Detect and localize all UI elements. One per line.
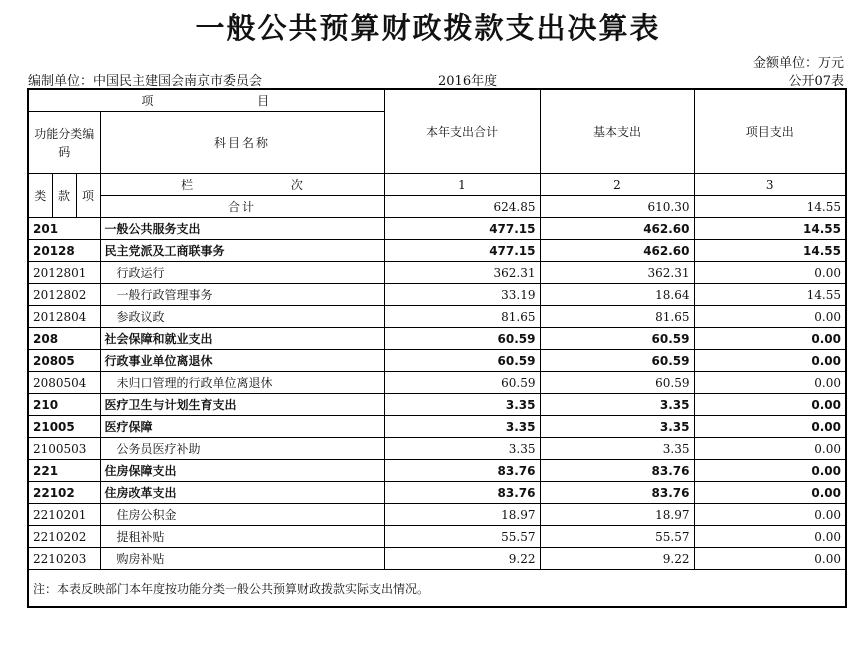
row-total: 83.76 — [384, 460, 540, 482]
row-code: 208 — [28, 328, 100, 350]
row-project: 0.00 — [694, 350, 846, 372]
row-project: 0.00 — [694, 526, 846, 548]
row-code: 201 — [28, 218, 100, 240]
row-name: 行政运行 — [100, 262, 384, 284]
row-basic: 18.64 — [540, 284, 694, 306]
row-total: 83.76 — [384, 482, 540, 504]
header-item-b: 目 — [257, 94, 272, 108]
header-subject-name: 科目名称 — [100, 112, 384, 174]
row-basic: 60.59 — [540, 328, 694, 350]
header-col3: 3 — [694, 174, 846, 196]
row-name: 住房公积金 — [100, 504, 384, 526]
row-code: 210 — [28, 394, 100, 416]
row-code: 2080504 — [28, 372, 100, 394]
table-row — [28, 482, 846, 504]
row-total: 60.59 — [384, 350, 540, 372]
table-row — [28, 328, 846, 350]
row-name: 住房改革支出 — [100, 482, 384, 504]
row-basic: 18.97 — [540, 504, 694, 526]
reporting-unit: 编制单位：中国民主建国会南京市委员会 — [28, 74, 263, 89]
row-total: 33.19 — [384, 284, 540, 306]
row-name: 未归口管理的行政单位离退休 — [100, 372, 384, 394]
row-project: 0.00 — [694, 504, 846, 526]
row-name: 一般公共服务支出 — [100, 218, 384, 240]
row-basic: 60.59 — [540, 350, 694, 372]
row-basic: 362.31 — [540, 262, 694, 284]
table-row — [28, 196, 846, 218]
table-row — [28, 350, 846, 372]
expenditure-table — [27, 88, 847, 608]
row-code: 2012804 — [28, 306, 100, 328]
row-name: 提租补贴 — [100, 526, 384, 548]
table-row — [28, 372, 846, 394]
row-name: 住房保障支出 — [100, 460, 384, 482]
row-basic: 60.59 — [540, 372, 694, 394]
row-total: 60.59 — [384, 372, 540, 394]
row-code: 2210202 — [28, 526, 100, 548]
row-name: 公务员医疗补助 — [100, 438, 384, 460]
row-code: 2012801 — [28, 262, 100, 284]
row-basic: 462.60 — [540, 218, 694, 240]
row-total: 477.15 — [384, 240, 540, 262]
table-row — [28, 394, 846, 416]
form-number: 公开07表 — [788, 74, 844, 89]
table-row — [28, 548, 846, 570]
row-project: 0.00 — [694, 438, 846, 460]
row-basic: 55.57 — [540, 526, 694, 548]
header-ci: 次 — [290, 178, 303, 192]
table-row — [28, 504, 846, 526]
table-row — [28, 526, 846, 548]
row-total: 55.57 — [384, 526, 540, 548]
row-total: 624.85 — [384, 196, 540, 218]
table-note: 注：本表反映部门本年度按功能分类一般公共预算财政拨款实际支出情况。 — [28, 570, 846, 608]
table-row — [28, 262, 846, 284]
header-total: 本年支出合计 — [384, 89, 540, 174]
row-project: 0.00 — [694, 328, 846, 350]
row-basic: 462.60 — [540, 240, 694, 262]
table-row — [28, 460, 846, 482]
row-name: 行政事业单位离退休 — [100, 350, 384, 372]
row-basic: 83.76 — [540, 482, 694, 504]
row-basic: 9.22 — [540, 548, 694, 570]
row-total: 60.59 — [384, 328, 540, 350]
row-basic: 3.35 — [540, 394, 694, 416]
table-row — [28, 438, 846, 460]
row-code: 221 — [28, 460, 100, 482]
row-project: 0.00 — [694, 306, 846, 328]
row-project: 0.00 — [694, 548, 846, 570]
row-total: 477.15 — [384, 218, 540, 240]
row-code: 21005 — [28, 416, 100, 438]
header-item-a: 项 — [141, 94, 156, 108]
row-basic: 83.76 — [540, 460, 694, 482]
row-code: 20805 — [28, 350, 100, 372]
row-name: 社会保障和就业支出 — [100, 328, 384, 350]
row-name: 购房补贴 — [100, 548, 384, 570]
row-project: 14.55 — [694, 218, 846, 240]
row-total: 18.97 — [384, 504, 540, 526]
row-code: 22102 — [28, 482, 100, 504]
row-project: 0.00 — [694, 262, 846, 284]
row-name: 合计 — [100, 196, 384, 218]
row-project: 0.00 — [694, 394, 846, 416]
header-lan: 栏 — [181, 178, 194, 192]
row-code: 2100503 — [28, 438, 100, 460]
row-name: 一般行政管理事务 — [100, 284, 384, 306]
header-func-code: 功能分类编码 — [28, 112, 100, 174]
row-total: 362.31 — [384, 262, 540, 284]
row-project: 14.55 — [694, 196, 846, 218]
row-name: 医疗保障 — [100, 416, 384, 438]
header-xiang: 项 — [76, 174, 100, 218]
row-total: 9.22 — [384, 548, 540, 570]
header-col2: 2 — [540, 174, 694, 196]
row-code: 2012802 — [28, 284, 100, 306]
row-basic: 3.35 — [540, 438, 694, 460]
header-col1: 1 — [384, 174, 540, 196]
row-project: 0.00 — [694, 460, 846, 482]
row-total: 3.35 — [384, 438, 540, 460]
row-name: 参政议政 — [100, 306, 384, 328]
header-project: 项目支出 — [694, 89, 846, 174]
table-row — [28, 284, 846, 306]
row-project: 14.55 — [694, 284, 846, 306]
row-total: 3.35 — [384, 394, 540, 416]
header-lanci — [100, 174, 384, 196]
row-total: 81.65 — [384, 306, 540, 328]
header-lei: 类 — [28, 174, 52, 218]
table-row — [28, 240, 846, 262]
row-name: 民主党派及工商联事务 — [100, 240, 384, 262]
row-code: 20128 — [28, 240, 100, 262]
fiscal-year: 2016年度 — [438, 74, 498, 89]
row-project: 14.55 — [694, 240, 846, 262]
row-basic: 610.30 — [540, 196, 694, 218]
page-title: 一般公共预算财政拨款支出决算表 — [195, 11, 661, 45]
table-row — [28, 416, 846, 438]
table-row — [28, 218, 846, 240]
row-basic: 3.35 — [540, 416, 694, 438]
row-project: 0.00 — [694, 416, 846, 438]
row-code: 2210201 — [28, 504, 100, 526]
row-project: 0.00 — [694, 372, 846, 394]
row-project: 0.00 — [694, 482, 846, 504]
amount-unit: 金额单位：万元 — [752, 56, 844, 71]
header-kuan: 款 — [52, 174, 76, 218]
header-basic: 基本支出 — [540, 89, 694, 174]
row-name: 医疗卫生与计划生育支出 — [100, 394, 384, 416]
row-code: 2210203 — [28, 548, 100, 570]
table-row — [28, 306, 846, 328]
row-total: 3.35 — [384, 416, 540, 438]
header-item-cell — [28, 89, 384, 112]
row-basic: 81.65 — [540, 306, 694, 328]
